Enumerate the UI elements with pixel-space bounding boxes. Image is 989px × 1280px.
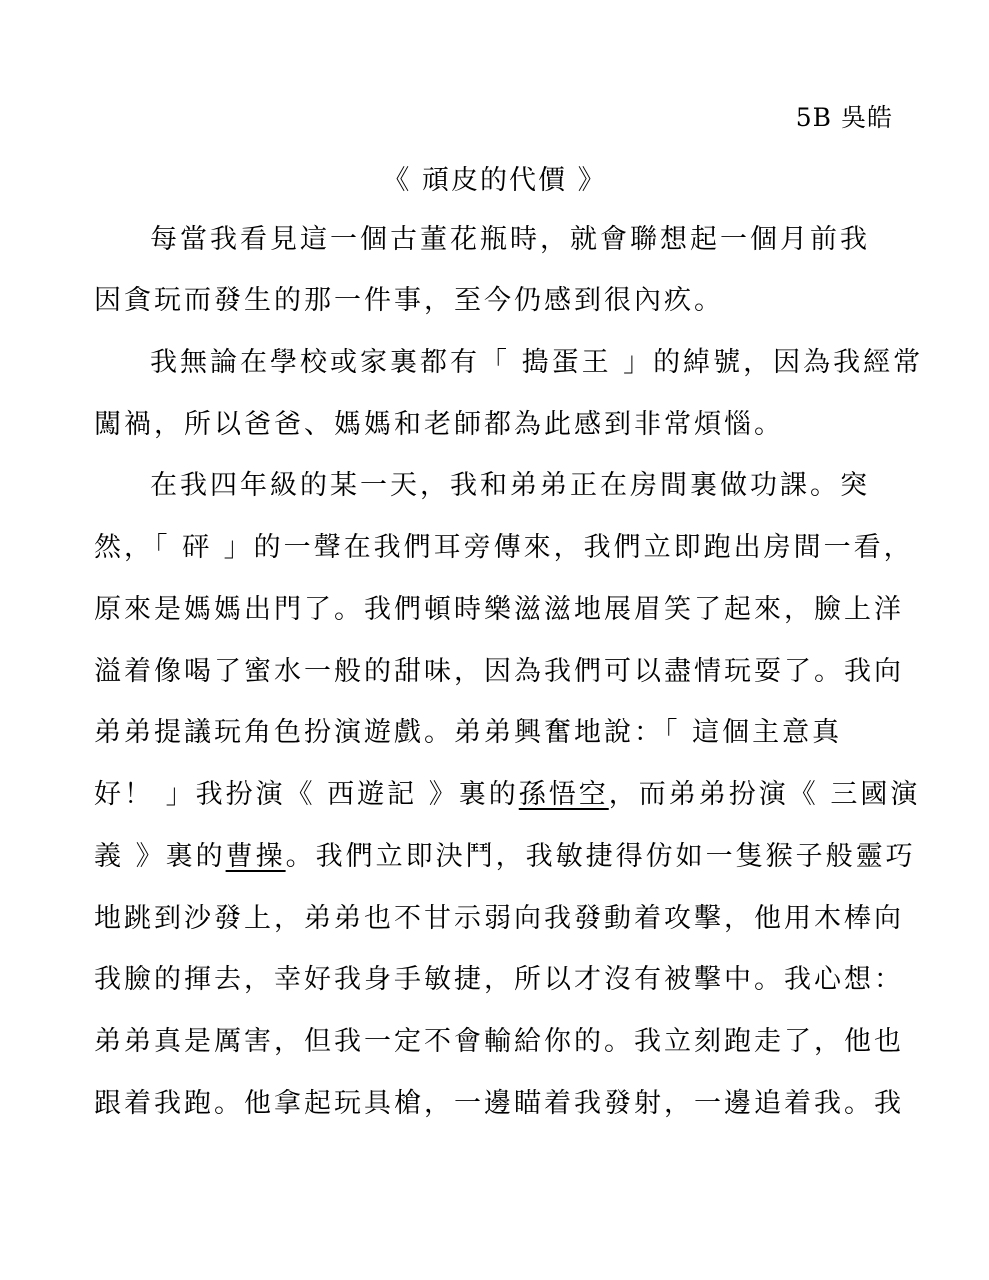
author-label: 5B 吳皓 <box>795 103 893 132</box>
underlined-name-sun-wukong: 孫悟空 <box>518 779 609 810</box>
paragraph-3-line-6 <box>94 777 920 813</box>
paragraph-3-line-1: 在我四年級的某一天，我和弟弟正在房間裏做功課。突 <box>150 470 870 501</box>
paragraph-2-line-2: 闖禍，所以爸爸、媽媽和老師都為此感到非常煩惱。 <box>94 409 784 440</box>
line-7-text-b: 。我們立即決鬥，我敏捷得仿如一隻猴子般靈巧 <box>285 841 916 872</box>
paragraph-3-line-8: 地跳到沙發上，弟弟也不甘示弱向我發動着攻擊，他用木棒向 <box>94 903 904 934</box>
paragraph-3-line-9: 我臉的揮去，幸好我身手敏捷，所以才沒有被擊中。我心想： <box>94 964 904 995</box>
essay-title: 《 頑皮的代價 》 <box>382 165 607 196</box>
paragraph-3-line-5: 弟弟提議玩角色扮演遊戲。弟弟興奮地說：「 這個主意真 <box>94 717 843 748</box>
paragraph-3-line-4: 溢着像喝了蜜水一般的甜味，因為我們可以盡情玩耍了。我向 <box>94 656 904 687</box>
paragraph-3-line-3: 原來是媽媽出門了。我們頓時樂滋滋地展眉笑了起來，臉上洋 <box>94 594 904 625</box>
line-6-text-a: 好！ 」我扮演《 西遊記 》裏的 <box>94 779 519 810</box>
paragraph-2-line-1: 我無論在學校或家裏都有「 搗蛋王 」的綽號，因為我經常 <box>150 347 924 378</box>
line-7-text-a: 義 》裏的 <box>94 841 226 872</box>
paragraph-1-line-1: 每當我看見這一個古董花瓶時，就會聯想起一個月前我 <box>150 224 870 255</box>
paragraph-3-line-7 <box>94 839 916 875</box>
underlined-name-cao-cao: 曹操 <box>225 841 286 872</box>
paragraph-3-line-2: 然，「 砰 」的一聲在我們耳旁傳來，我們立即跑出房間一看， <box>94 532 914 563</box>
paragraph-3-line-11: 跟着我跑。他拿起玩具槍，一邊瞄着我發射，一邊追着我。我 <box>94 1088 904 1119</box>
paragraph-1-line-2: 因貪玩而發生的那一件事，至今仍感到很內疚。 <box>94 285 724 316</box>
paragraph-3-line-10: 弟弟真是厲害，但我一定不會輸給你的。我立刻跑走了，他也 <box>94 1026 904 1057</box>
line-6-text-b: ，而弟弟扮演《 三國演 <box>608 779 921 810</box>
